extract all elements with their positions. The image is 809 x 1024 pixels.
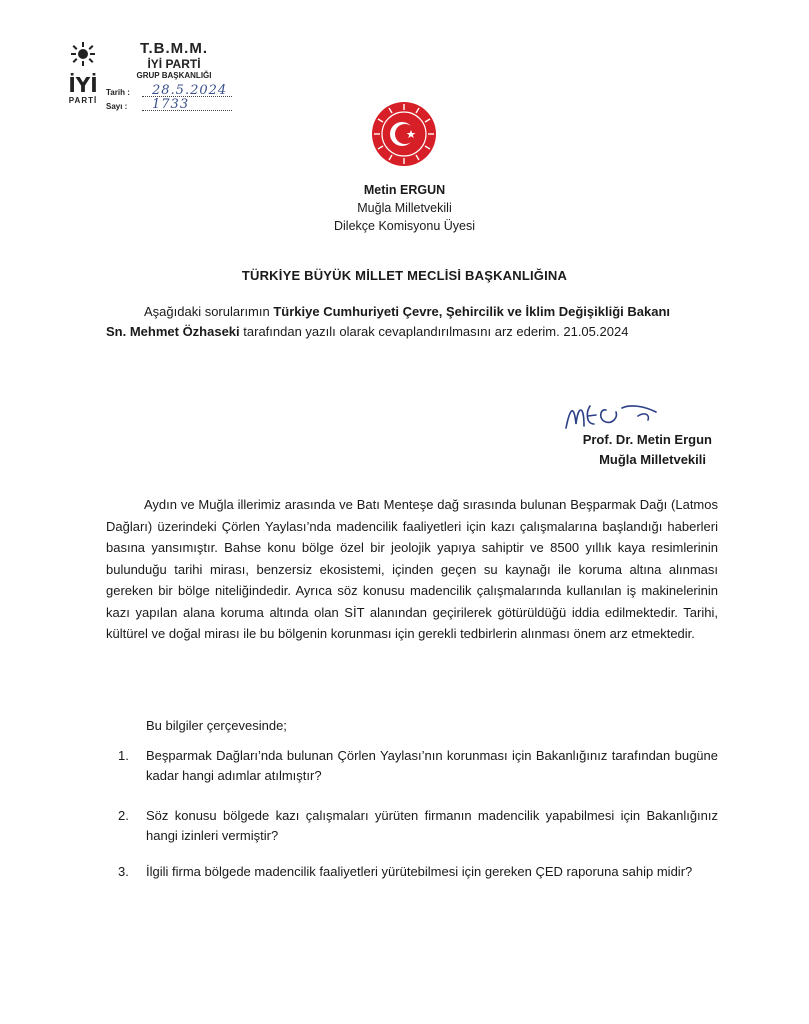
list-item — [118, 806, 718, 846]
stamp-number-value: 1733 — [152, 97, 190, 112]
signature-region: Muğla Milletvekili — [599, 452, 706, 467]
stamp-date-value: 28.5.2024 — [152, 83, 228, 98]
addressee-heading: TÜRKİYE BÜYÜK MİLLET MECLİSİ BAŞKANLIĞINA — [241, 268, 568, 283]
tbmm-emblem-icon — [371, 101, 437, 167]
minister-name: Sn. Mehmet Özhaseki — [106, 324, 240, 339]
stamp-number-label: Sayı : — [106, 102, 128, 111]
question-number: 3. — [118, 864, 129, 879]
question-text: Beşparmak Dağları’nda bulunan Çörlen Yaylası’nın korunması için Bakanlığınız tarafından bugüne kadar hangi adımlar atılmıştır? — [146, 748, 718, 783]
signature-name: Prof. Dr. Metin Ergun — [582, 432, 712, 447]
party-logo-text: İYİ — [68, 73, 98, 97]
sender-region: Muğla Milletvekili — [357, 201, 452, 215]
party-word: PARTİ — [68, 96, 98, 105]
body-paragraph: Aydın ve Muğla illerimiz arasında ve Batı Menteşe dağ sırasında bulunan Beşparmak Dağı (Latmos Dağları) üzerindeki Çörlen Yaylası’nda madencilik faaliyetleri için kazı çalışmalarına başlandığı haberleri basına yansımıştır. Bahse konu bölge özel bir jeolojik yapıya sahiptir ve 8500 yıllık kaya resimlerinin bulunduğu tarihi mirası, benzersiz ekosistemi, içinden geçen su kaynağı ile koruma altına alınması gereken bir bölge niteliğindedir. Ayrıca söz konusu madencilik çalışmalarında kullanılan iş makinelerinin kazı yapılan alana koruma altında olan SİT alanından geçirilerek götürüldüğü iddia edilmektedir. Tarihi, kültürel ve doğal mirası ile bu bölgenin korunması için gerekli tedbirlerin alınması önem arz etmektedir. — [106, 497, 718, 641]
intro-part2: tarafından yazılı olarak cevaplandırılmasını arz ederim. 21.05.2024 — [239, 324, 629, 339]
stamp-title: T.B.M.M. — [140, 40, 208, 57]
intro-part1: Aşağıdaki sorularımın — [144, 304, 274, 319]
question-number: 1. — [118, 748, 129, 763]
stamp-number-row — [106, 98, 232, 111]
list-item — [118, 862, 718, 882]
intro-paragraph — [106, 302, 718, 342]
question-number: 2. — [118, 808, 129, 823]
sender-role: Dilekçe Komisyonu Üyesi — [333, 219, 476, 233]
stamp-party: İYİ PARTİ — [147, 57, 201, 71]
list-item — [118, 746, 718, 786]
tbmm-emblem — [371, 101, 437, 167]
handwritten-signature — [560, 398, 670, 436]
question-text: Söz konusu bölgede kazı çalışmaları yürüten firmanın madencilik yapabilmesi için Bakanlığınız hangi izinleri vermiştir? — [146, 808, 718, 843]
questions-lead: Bu bilgiler çerçevesinde; — [146, 718, 287, 733]
signature-scribble-icon — [560, 398, 670, 436]
stamp-date-row — [106, 84, 232, 97]
minister-title: Türkiye Cumhuriyeti Çevre, Şehircilik ve İklim Değişikliği Bakanı — [273, 304, 671, 319]
stamp-group: GRUP BAŞKANLIĞI — [136, 71, 212, 80]
stamp-date-label: Tarih : — [106, 88, 130, 97]
sun-logo-icon — [62, 42, 104, 98]
question-text: İlgili firma bölgede madencilik faaliyetleri yürütebilmesi için gereken ÇED raporuna sahip midir? — [146, 864, 693, 879]
sender-name: Metin ERGUN — [363, 183, 446, 197]
